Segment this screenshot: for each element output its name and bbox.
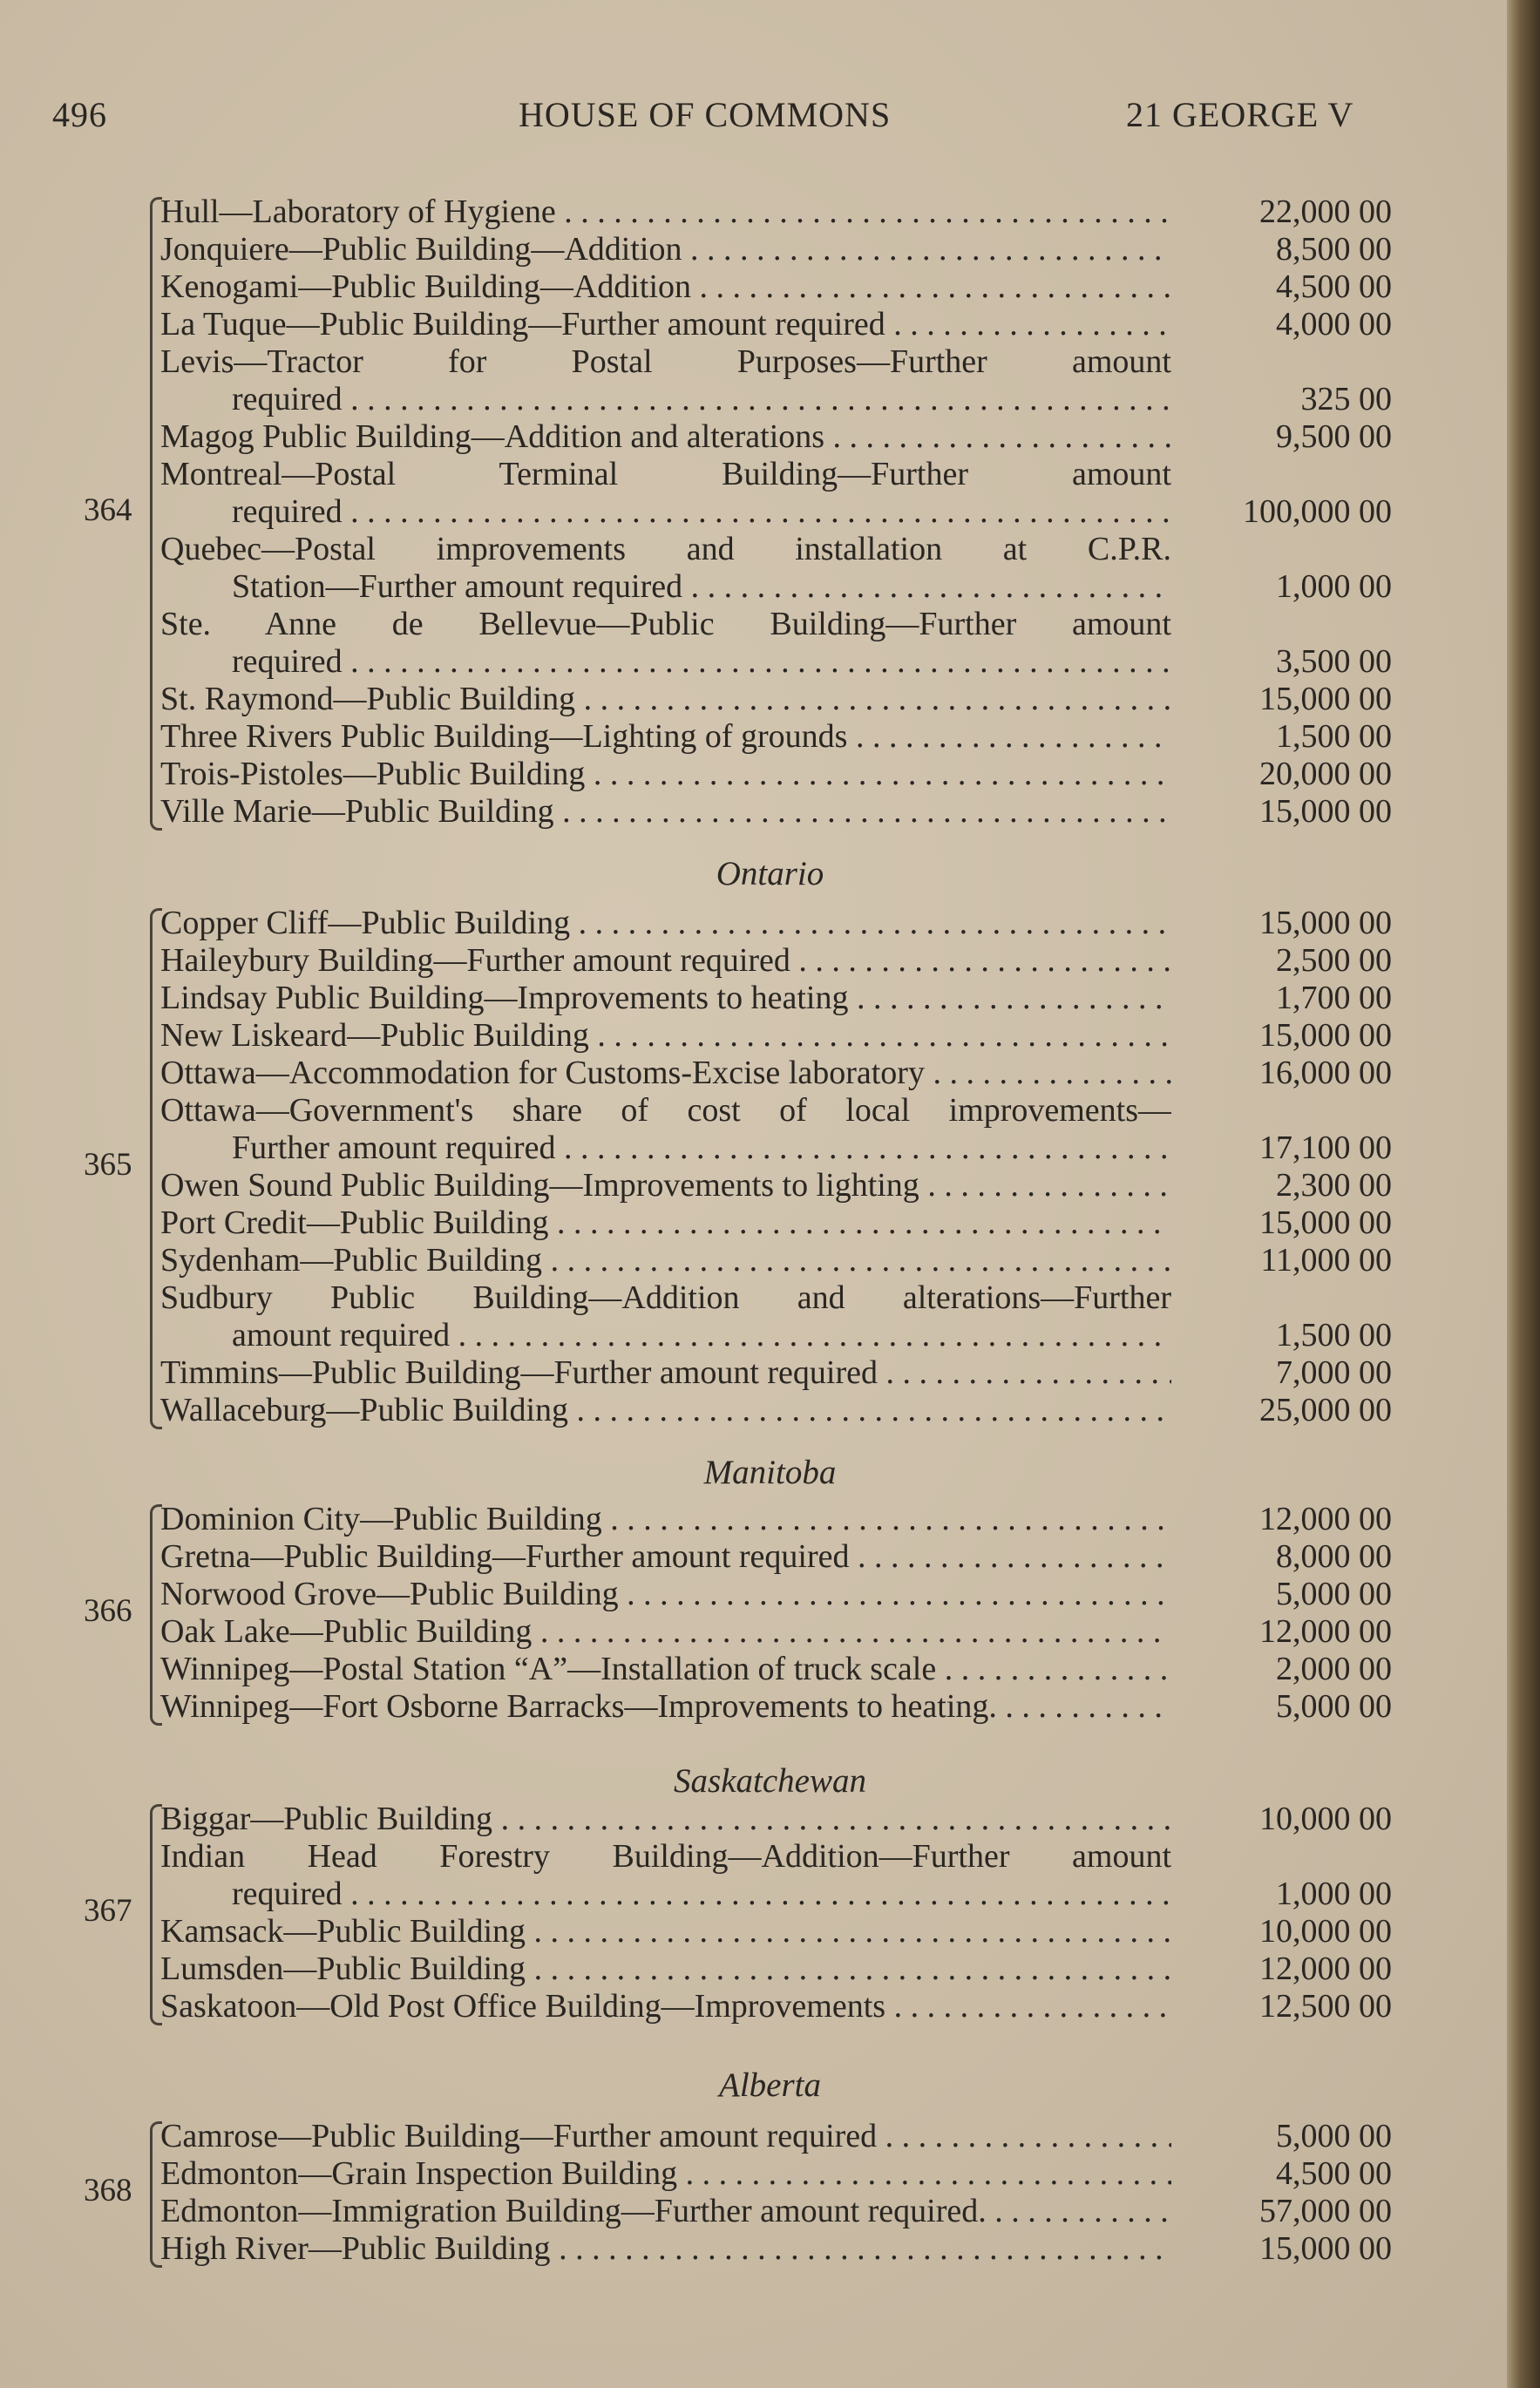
- item-description: Ville Marie—Public Building . . .: [160, 793, 1171, 831]
- estimate-line: [0, 1204, 1540, 1242]
- vote-number: 366: [84, 1593, 132, 1629]
- estimate-line: [0, 793, 1540, 831]
- item-description: Ottawa—Government's share of cost of local improvements—: [160, 1092, 1171, 1129]
- item-description: Timmins—Public Building—Further amount required . . .: [160, 1354, 1171, 1392]
- estimate-line: [0, 231, 1540, 268]
- item-amount: 3,500 00: [1276, 643, 1392, 680]
- estimate-line: [0, 1838, 1540, 1876]
- item-description: High River—Public Building . . .: [160, 2230, 1171, 2268]
- item-description: Jonquiere—Public Building—Addition . . .: [160, 231, 1171, 268]
- estimate-line: [0, 1801, 1540, 1838]
- vote-brace: [150, 908, 162, 1429]
- vote-brace: [150, 1504, 162, 1726]
- estimate-line: [0, 942, 1540, 980]
- item-description: Indian Head Forestry Building—Addition—Further amount: [160, 1838, 1171, 1875]
- item-amount: 22,000 00: [1259, 193, 1392, 230]
- vote-brace: [150, 197, 162, 831]
- item-amount: 12,000 00: [1259, 1501, 1392, 1537]
- item-description: Trois-Pistoles—Public Building . . .: [160, 756, 1171, 793]
- estimate-line: [0, 493, 1540, 531]
- item-description: Oak Lake—Public Building . . .: [160, 1613, 1171, 1651]
- estimate-line: [0, 1354, 1540, 1392]
- item-amount: 15,000 00: [1259, 793, 1392, 830]
- item-amount: 5,000 00: [1276, 2118, 1392, 2154]
- section-heading: Ontario: [716, 855, 824, 892]
- estimate-line: [0, 456, 1540, 493]
- item-description: Sudbury Public Building—Addition and alterations—Further: [160, 1279, 1171, 1316]
- item-description: Owen Sound Public Building—Improvements to lighting . . .: [160, 1167, 1171, 1204]
- item-amount: 20,000 00: [1259, 756, 1392, 792]
- estimate-line: [0, 1950, 1540, 1988]
- item-description: Edmonton—Immigration Building—Further amount required. . . .: [160, 2193, 1171, 2230]
- item-amount: 1,500 00: [1276, 1317, 1392, 1353]
- item-description: Hull—Laboratory of Hygiene . . .: [160, 193, 1171, 231]
- item-amount: 7,000 00: [1276, 1354, 1392, 1391]
- estimate-line: [0, 1392, 1540, 1429]
- estimate-line: [0, 2155, 1540, 2193]
- item-amount: 100,000 00: [1243, 493, 1392, 530]
- estimate-line: [0, 905, 1540, 942]
- estimate-line: [0, 418, 1540, 456]
- item-description: Kenogami—Public Building—Addition . . .: [160, 268, 1171, 306]
- item-amount: 2,500 00: [1276, 942, 1392, 979]
- estimate-line: [0, 1055, 1540, 1092]
- item-description: Haileybury Building—Further amount required . . .: [160, 942, 1171, 980]
- item-description: Dominion City—Public Building . . .: [160, 1501, 1171, 1538]
- estimate-line: [0, 1613, 1540, 1651]
- vote-number: 364: [84, 492, 132, 528]
- estimate-line: [0, 1688, 1540, 1726]
- estimate-line: [0, 756, 1540, 793]
- vote-brace: [150, 1804, 162, 2025]
- item-description: Kamsack—Public Building . . .: [160, 1913, 1171, 1950]
- item-description: Three Rivers Public Building—Lighting of grounds . . .: [160, 718, 1171, 756]
- item-description: required . . .: [232, 1876, 1171, 1913]
- item-description: Saskatoon—Old Post Office Building—Improvements . . .: [160, 1988, 1171, 2025]
- estimate-line: [0, 381, 1540, 418]
- estimate-line: [0, 568, 1540, 606]
- vote-brace: [150, 2121, 162, 2268]
- item-description: Further amount required . . .: [232, 1130, 1171, 1167]
- estimate-line: [0, 306, 1540, 343]
- estimate-line: [0, 681, 1540, 718]
- estimate-line: [0, 718, 1540, 756]
- item-amount: 8,000 00: [1276, 1538, 1392, 1575]
- item-amount: 11,000 00: [1260, 1242, 1392, 1279]
- estimate-line: [0, 643, 1540, 681]
- item-amount: 12,000 00: [1259, 1613, 1392, 1650]
- estimate-line: [0, 1501, 1540, 1538]
- estimate-line: [0, 1317, 1540, 1354]
- estimate-line: [0, 268, 1540, 306]
- page-title: HOUSE OF COMMONS: [519, 95, 892, 134]
- item-amount: 1,000 00: [1276, 568, 1392, 605]
- item-amount: 15,000 00: [1259, 681, 1392, 717]
- item-description: Winnipeg—Fort Osborne Barracks—Improvements to heating. . . .: [160, 1688, 1171, 1726]
- estimate-line: [0, 2230, 1540, 2268]
- item-amount: 4,000 00: [1276, 306, 1392, 343]
- item-description: Camrose—Public Building—Further amount required . . .: [160, 2118, 1171, 2155]
- item-description: Port Credit—Public Building . . .: [160, 1204, 1171, 1242]
- item-description: Edmonton—Grain Inspection Building . . .: [160, 2155, 1171, 2193]
- item-description: Lindsay Public Building—Improvements to heating . . .: [160, 980, 1171, 1017]
- estimate-line: [0, 980, 1540, 1017]
- estimate-line: [0, 1279, 1540, 1317]
- item-description: Norwood Grove—Public Building . . .: [160, 1576, 1171, 1613]
- item-amount: 2,000 00: [1276, 1651, 1392, 1687]
- section-heading: Saskatchewan: [674, 1762, 866, 1800]
- item-description: required . . .: [232, 493, 1171, 531]
- item-amount: 5,000 00: [1276, 1576, 1392, 1612]
- estimate-line: [0, 606, 1540, 643]
- estimate-line: [0, 1092, 1540, 1130]
- estimate-line: [0, 1576, 1540, 1613]
- estimate-line: [0, 1913, 1540, 1950]
- item-description: Lumsden—Public Building . . .: [160, 1950, 1171, 1988]
- item-amount: 15,000 00: [1259, 905, 1392, 941]
- item-description: Wallaceburg—Public Building . . .: [160, 1392, 1171, 1429]
- estimate-line: [0, 1167, 1540, 1204]
- item-description: required . . .: [232, 643, 1171, 681]
- estimate-line: [0, 1130, 1540, 1167]
- item-description: required . . .: [232, 381, 1171, 418]
- item-amount: 17,100 00: [1259, 1130, 1392, 1166]
- item-amount: 10,000 00: [1259, 1801, 1392, 1837]
- item-amount: 4,500 00: [1276, 268, 1392, 305]
- vote-number: 365: [84, 1147, 132, 1183]
- section-heading: Manitoba: [703, 1454, 837, 1491]
- estimate-line: [0, 1651, 1540, 1688]
- estimate-line: [0, 343, 1540, 381]
- item-amount: 12,000 00: [1259, 1950, 1392, 1987]
- estimate-line: [0, 2118, 1540, 2155]
- item-description: Ottawa—Accommodation for Customs-Excise laboratory . . .: [160, 1055, 1171, 1092]
- item-description: St. Raymond—Public Building . . .: [160, 681, 1171, 718]
- item-amount: 15,000 00: [1259, 1204, 1392, 1241]
- item-amount: 16,000 00: [1259, 1055, 1392, 1091]
- estimate-line: [0, 1538, 1540, 1576]
- item-amount: 1,000 00: [1276, 1876, 1392, 1912]
- item-description: Magog Public Building—Addition and alterations . . .: [160, 418, 1171, 456]
- item-amount: 8,500 00: [1276, 231, 1392, 268]
- section-heading: Alberta: [719, 2066, 821, 2104]
- estimate-line: [0, 531, 1540, 568]
- estimate-line: [0, 1242, 1540, 1279]
- item-amount: 9,500 00: [1276, 418, 1392, 455]
- item-amount: 12,500 00: [1259, 1988, 1392, 2025]
- estimate-line: [0, 1988, 1540, 2025]
- item-amount: 325 00: [1300, 381, 1392, 417]
- vote-number: 367: [84, 1893, 132, 1929]
- item-amount: 15,000 00: [1259, 1017, 1392, 1054]
- item-description: Station—Further amount required . . .: [232, 568, 1171, 606]
- item-amount: 25,000 00: [1259, 1392, 1392, 1428]
- estimate-line: [0, 1017, 1540, 1055]
- item-description: Quebec—Postal improvements and installation at C.P.R.: [160, 531, 1171, 567]
- item-description: La Tuque—Public Building—Further amount required . . .: [160, 306, 1171, 343]
- estimate-line: [0, 1876, 1540, 1913]
- item-amount: 4,500 00: [1276, 2155, 1392, 2192]
- item-amount: 2,300 00: [1276, 1167, 1392, 1204]
- item-description: Gretna—Public Building—Further amount required . . .: [160, 1538, 1171, 1576]
- item-description: Sydenham—Public Building . . .: [160, 1242, 1171, 1279]
- page-number: 496: [52, 95, 107, 134]
- estimate-line: [0, 2193, 1540, 2230]
- item-description: Copper Cliff—Public Building . . .: [160, 905, 1171, 942]
- item-amount: 1,500 00: [1276, 718, 1392, 755]
- item-description: New Liskeard—Public Building . . .: [160, 1017, 1171, 1055]
- item-description: Levis—Tractor for Postal Purposes—Further amount: [160, 343, 1171, 380]
- regnal-year: 21 GEORGE V: [1126, 95, 1354, 134]
- item-description: amount required . . .: [232, 1317, 1171, 1354]
- item-amount: 57,000 00: [1259, 2193, 1392, 2229]
- item-amount: 15,000 00: [1259, 2230, 1392, 2267]
- estimate-line: [0, 193, 1540, 231]
- item-amount: 5,000 00: [1276, 1688, 1392, 1725]
- vote-number: 368: [84, 2173, 132, 2208]
- item-amount: 1,700 00: [1276, 980, 1392, 1016]
- item-description: Winnipeg—Postal Station “A”—Installation of truck scale . . .: [160, 1651, 1171, 1688]
- item-description: Montreal—Postal Terminal Building—Further amount: [160, 456, 1171, 492]
- item-amount: 10,000 00: [1259, 1913, 1392, 1950]
- item-description: Ste. Anne de Bellevue—Public Building—Further amount: [160, 606, 1171, 642]
- item-description: Biggar—Public Building . . .: [160, 1801, 1171, 1838]
